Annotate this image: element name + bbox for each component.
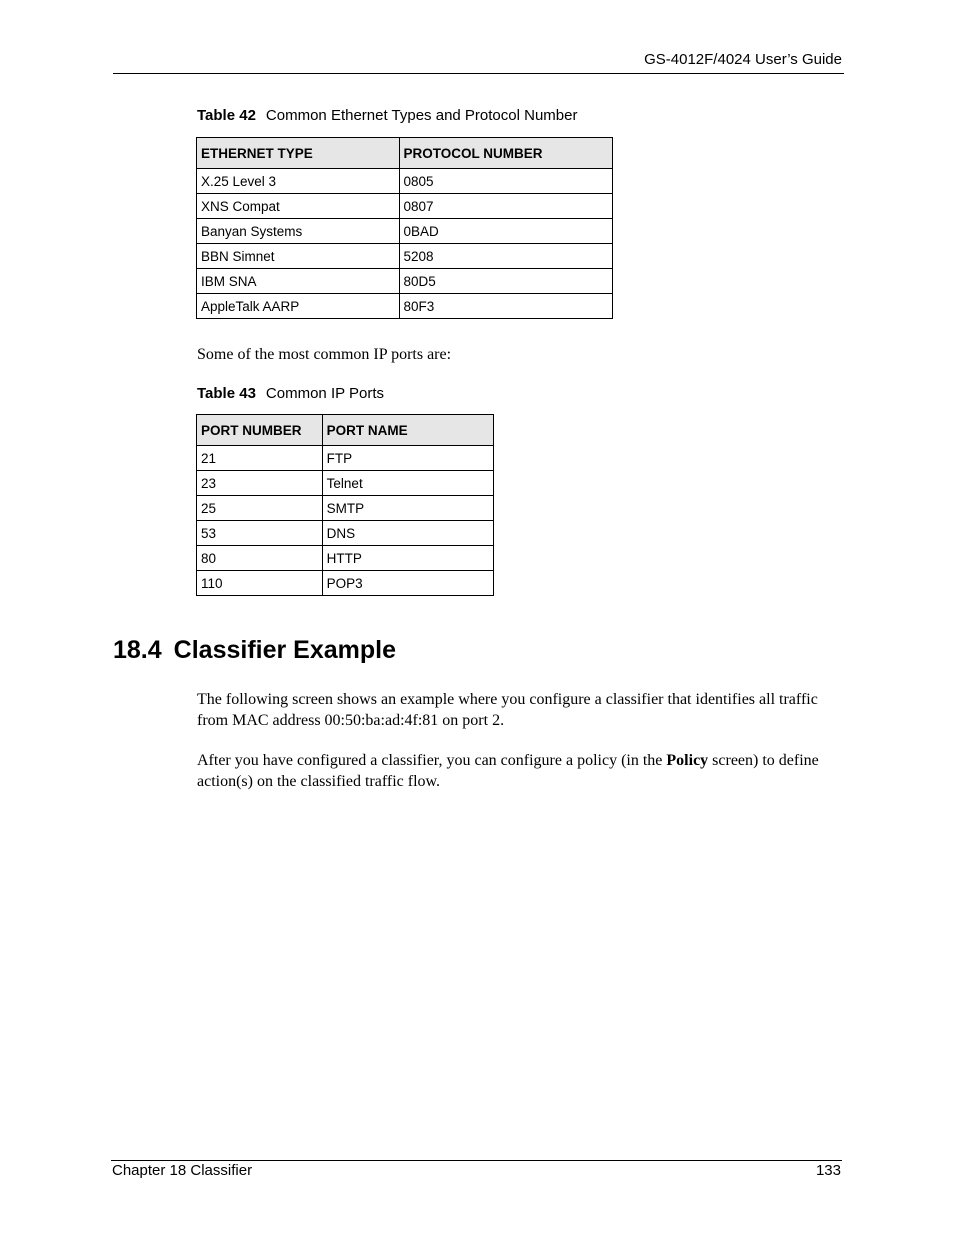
table-row bbox=[197, 219, 613, 244]
port-name-cell: Telnet bbox=[322, 471, 493, 496]
protocol-number-cell: 80D5 bbox=[399, 269, 613, 294]
port-name-cell: DNS bbox=[322, 521, 493, 546]
port-name-cell: FTP bbox=[322, 446, 493, 471]
protocol-number-cell: 0BAD bbox=[399, 219, 613, 244]
column-header-ethernet-type: ETHERNET TYPE bbox=[197, 138, 400, 169]
protocol-number-cell: 0805 bbox=[399, 169, 613, 194]
section-number: 18.4 bbox=[113, 636, 162, 664]
port-number-cell: 80 bbox=[197, 546, 323, 571]
protocol-number-cell: 80F3 bbox=[399, 294, 613, 319]
column-header-port-number: PORT NUMBER bbox=[197, 415, 323, 446]
paragraph-2-lead: After you have configured a classifier, you can configure a policy (in the bbox=[197, 752, 667, 769]
table-42-caption bbox=[197, 107, 577, 124]
section-title: Classifier Example bbox=[173, 636, 397, 664]
table-43-title: Common IP Ports bbox=[265, 385, 385, 402]
column-header-protocol-number: PROTOCOL NUMBER bbox=[399, 138, 613, 169]
table-header-row bbox=[197, 138, 613, 169]
guide-title: GS-4012F/4024 User’s Guide bbox=[644, 51, 842, 68]
table-row bbox=[197, 496, 494, 521]
table-row bbox=[197, 471, 494, 496]
header-rule bbox=[113, 73, 844, 74]
port-number-cell: 23 bbox=[197, 471, 323, 496]
table-header-row bbox=[197, 415, 494, 446]
policy-screen-name: Policy bbox=[666, 752, 709, 769]
table-row bbox=[197, 521, 494, 546]
table-row bbox=[197, 294, 613, 319]
protocol-number-cell: 0807 bbox=[399, 194, 613, 219]
page-number: 133 bbox=[815, 1162, 841, 1179]
table-row bbox=[197, 244, 613, 269]
ports-intro-text: Some of the most common IP ports are: bbox=[197, 346, 452, 363]
table-row bbox=[197, 169, 613, 194]
footer-rule bbox=[111, 1160, 842, 1161]
ethernet-type-cell: AppleTalk AARP bbox=[197, 294, 400, 319]
ip-ports-table bbox=[196, 414, 494, 596]
port-name-cell: POP3 bbox=[322, 571, 493, 596]
column-header-port-name: PORT NAME bbox=[322, 415, 493, 446]
port-number-cell: 21 bbox=[197, 446, 323, 471]
table-row bbox=[197, 571, 494, 596]
ethernet-type-cell: BBN Simnet bbox=[197, 244, 400, 269]
ethernet-type-cell: IBM SNA bbox=[197, 269, 400, 294]
table-42-title: Common Ethernet Types and Protocol Number bbox=[265, 107, 578, 124]
ethernet-type-cell: X.25 Level 3 bbox=[197, 169, 400, 194]
table-row bbox=[197, 546, 494, 571]
section-heading bbox=[113, 636, 396, 665]
footer-chapter: Chapter 18 Classifier bbox=[112, 1162, 253, 1179]
table-row bbox=[197, 269, 613, 294]
port-name-cell: HTTP bbox=[322, 546, 493, 571]
table-row bbox=[197, 194, 613, 219]
port-number-cell: 110 bbox=[197, 571, 323, 596]
ethernet-type-cell: XNS Compat bbox=[197, 194, 400, 219]
table-42-number: Table 42 bbox=[197, 107, 256, 124]
protocol-number-cell: 5208 bbox=[399, 244, 613, 269]
paragraph-2-tail: screen) to define action(s) on the classified traffic flow. bbox=[197, 752, 819, 790]
table-43-number: Table 43 bbox=[197, 385, 256, 402]
ethernet-types-table bbox=[196, 137, 613, 319]
section-paragraph-2 bbox=[197, 750, 827, 792]
ethernet-type-cell: Banyan Systems bbox=[197, 219, 400, 244]
table-43-caption bbox=[197, 385, 384, 402]
port-number-cell: 53 bbox=[197, 521, 323, 546]
port-number-cell: 25 bbox=[197, 496, 323, 521]
table-row bbox=[197, 446, 494, 471]
port-name-cell: SMTP bbox=[322, 496, 493, 521]
section-paragraph-1: The following screen shows an example where you configure a classifier that identifies all traffic from MAC address 00:50:ba:ad:4f:81 on port 2. bbox=[197, 691, 818, 729]
